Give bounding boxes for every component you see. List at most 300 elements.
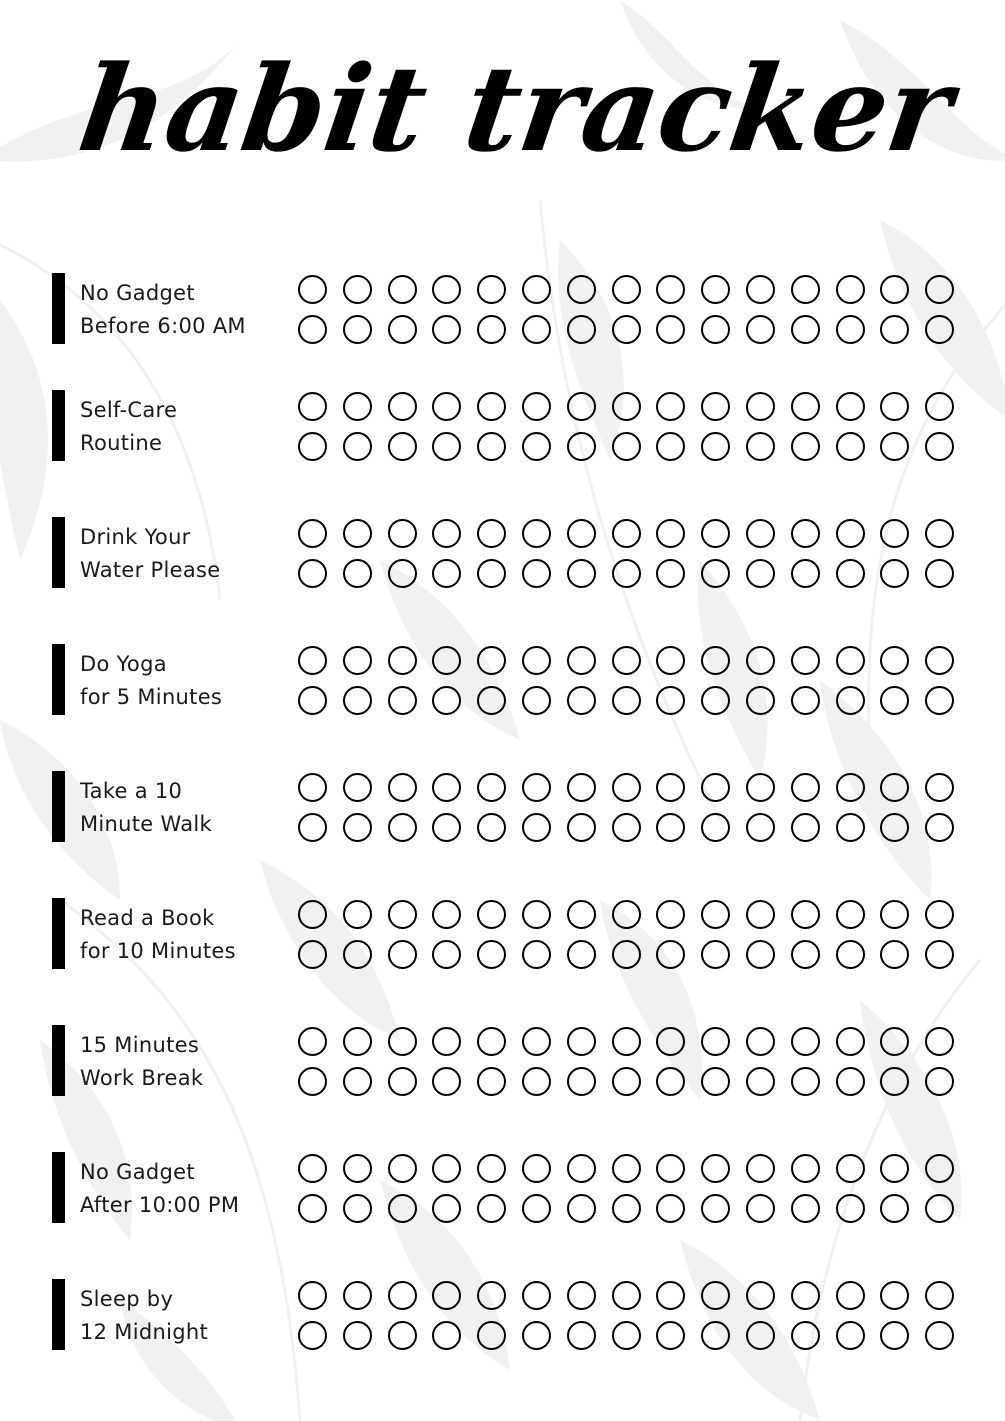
habit-day-checkbox[interactable] [612, 1281, 641, 1310]
habit-day-checkbox[interactable] [656, 900, 685, 929]
habit-day-checkbox[interactable] [701, 646, 730, 675]
habit-day-checkbox[interactable] [567, 432, 596, 461]
habit-day-checkbox[interactable] [477, 940, 506, 969]
habit-day-checkbox[interactable] [432, 900, 461, 929]
habit-day-checkbox[interactable] [836, 940, 865, 969]
habit-day-checkbox[interactable] [880, 275, 909, 304]
habit-day-checkbox[interactable] [567, 559, 596, 588]
habit-day-checkbox[interactable] [656, 559, 685, 588]
habit-day-checkbox[interactable] [612, 940, 641, 969]
habit-day-checkbox[interactable] [656, 646, 685, 675]
habit-day-checkbox[interactable] [925, 1154, 954, 1183]
habit-day-checkbox[interactable] [612, 275, 641, 304]
habit-day-checkbox[interactable] [298, 1154, 327, 1183]
habit-day-checkbox[interactable] [432, 519, 461, 548]
habit-day-checkbox[interactable] [567, 1027, 596, 1056]
habit-day-checkbox[interactable] [522, 773, 551, 802]
habit-row [0, 1152, 1005, 1224]
habit-day-checkbox[interactable] [746, 519, 775, 548]
habit-day-checkbox[interactable] [432, 1067, 461, 1096]
habit-day-checkbox[interactable] [522, 519, 551, 548]
habit-day-checkbox[interactable] [701, 559, 730, 588]
habit-day-checkbox[interactable] [612, 1067, 641, 1096]
habit-day-checkbox[interactable] [477, 773, 506, 802]
habit-day-checkbox[interactable] [656, 773, 685, 802]
habit-checkbox-grid [296, 517, 956, 589]
habit-label-line-2: Work Break [80, 1066, 204, 1090]
habit-day-checkbox[interactable] [880, 315, 909, 344]
habit-day-checkbox[interactable] [836, 315, 865, 344]
habit-day-checkbox[interactable] [925, 432, 954, 461]
habit-row [0, 771, 1005, 843]
habit-day-checkbox[interactable] [701, 900, 730, 929]
habit-day-checkbox[interactable] [522, 900, 551, 929]
habit-day-checkbox[interactable] [925, 1194, 954, 1223]
habit-checkbox-grid [296, 771, 956, 843]
habit-day-checkbox[interactable] [880, 1321, 909, 1350]
habit-day-checkbox[interactable] [477, 813, 506, 842]
habit-day-checkbox[interactable] [612, 686, 641, 715]
habit-day-checkbox[interactable] [701, 519, 730, 548]
page-title-text: habit tracker [71, 39, 961, 178]
habit-day-checkbox[interactable] [746, 773, 775, 802]
habit-day-checkbox[interactable] [567, 392, 596, 421]
habit-day-checkbox[interactable] [656, 519, 685, 548]
habit-day-checkbox[interactable] [388, 900, 417, 929]
habit-day-checkbox[interactable] [925, 940, 954, 969]
habit-day-checkbox[interactable] [836, 392, 865, 421]
habit-day-checkbox[interactable] [432, 275, 461, 304]
habit-day-checkbox[interactable] [746, 940, 775, 969]
habit-day-checkbox[interactable] [477, 559, 506, 588]
habit-day-checkbox[interactable] [567, 1154, 596, 1183]
habit-day-checkbox[interactable] [522, 559, 551, 588]
habit-day-checkbox[interactable] [343, 646, 372, 675]
habit-day-checkbox[interactable] [791, 519, 820, 548]
habit-day-checkbox[interactable] [880, 940, 909, 969]
habit-day-checkbox[interactable] [612, 392, 641, 421]
habit-day-checkbox[interactable] [612, 1194, 641, 1223]
habit-checkbox-grid [296, 1025, 956, 1097]
habit-day-checkbox[interactable] [701, 1154, 730, 1183]
habit-day-checkbox[interactable] [925, 900, 954, 929]
habit-day-checkbox[interactable] [343, 392, 372, 421]
habit-day-checkbox[interactable] [612, 559, 641, 588]
habit-day-checkbox[interactable] [925, 1281, 954, 1310]
habit-day-checkbox[interactable] [567, 1067, 596, 1096]
habit-day-checkbox[interactable] [925, 315, 954, 344]
habit-day-checkbox[interactable] [746, 686, 775, 715]
habit-day-checkbox[interactable] [298, 519, 327, 548]
habit-day-checkbox[interactable] [298, 940, 327, 969]
habit-day-checkbox[interactable] [612, 646, 641, 675]
habit-day-checkbox[interactable] [388, 813, 417, 842]
habit-day-checkbox[interactable] [388, 1067, 417, 1096]
habit-day-checkbox[interactable] [477, 1321, 506, 1350]
habit-day-checkbox[interactable] [567, 1321, 596, 1350]
habit-day-checkbox[interactable] [522, 275, 551, 304]
habit-day-checkbox[interactable] [477, 1194, 506, 1223]
habit-marker-bar [52, 1279, 65, 1350]
habit-day-checkbox[interactable] [925, 813, 954, 842]
habit-day-checkbox[interactable] [567, 1194, 596, 1223]
habit-day-checkbox[interactable] [746, 392, 775, 421]
habit-day-checkbox[interactable] [567, 900, 596, 929]
habit-day-checkbox[interactable] [388, 646, 417, 675]
habit-day-checkbox[interactable] [432, 315, 461, 344]
habit-day-checkbox[interactable] [612, 315, 641, 344]
habit-day-checkbox[interactable] [298, 1067, 327, 1096]
habit-day-checkbox[interactable] [298, 1194, 327, 1223]
habit-day-checkbox[interactable] [432, 813, 461, 842]
habit-day-checkbox[interactable] [656, 1321, 685, 1350]
habit-day-checkbox[interactable] [701, 1321, 730, 1350]
habit-day-checkbox[interactable] [880, 773, 909, 802]
habit-day-checkbox[interactable] [522, 686, 551, 715]
habit-day-checkbox[interactable] [836, 1067, 865, 1096]
habit-label [80, 1156, 290, 1222]
habit-day-checkbox[interactable] [791, 1154, 820, 1183]
habit-day-checkbox[interactable] [746, 813, 775, 842]
habit-day-checkbox[interactable] [298, 686, 327, 715]
habit-day-checkbox[interactable] [836, 900, 865, 929]
habit-day-checkbox[interactable] [791, 1194, 820, 1223]
habit-day-checkbox[interactable] [836, 686, 865, 715]
habit-day-checkbox[interactable] [836, 1154, 865, 1183]
habit-label [80, 648, 290, 714]
habit-label-line-2: Before 6:00 AM [80, 314, 246, 338]
habit-day-checkbox[interactable] [836, 773, 865, 802]
habit-day-checkbox[interactable] [656, 432, 685, 461]
habit-day-checkbox[interactable] [343, 1194, 372, 1223]
habit-day-checkbox[interactable] [612, 1154, 641, 1183]
habit-day-checkbox[interactable] [880, 1281, 909, 1310]
habit-day-checkbox[interactable] [298, 559, 327, 588]
habit-day-checkbox[interactable] [298, 646, 327, 675]
habit-day-checkbox[interactable] [746, 900, 775, 929]
habit-day-checkbox[interactable] [388, 1281, 417, 1310]
habit-day-checkbox[interactable] [388, 686, 417, 715]
habit-day-checkbox[interactable] [343, 686, 372, 715]
habit-day-checkbox[interactable] [298, 900, 327, 929]
habit-label-line-2: Minute Walk [80, 812, 212, 836]
habit-day-checkbox[interactable] [880, 1027, 909, 1056]
habit-day-checkbox[interactable] [791, 940, 820, 969]
habit-day-checkbox[interactable] [612, 432, 641, 461]
habit-day-checkbox[interactable] [925, 1027, 954, 1056]
habit-day-checkbox[interactable] [343, 432, 372, 461]
habit-day-checkbox[interactable] [612, 1027, 641, 1056]
habit-day-checkbox[interactable] [925, 1067, 954, 1096]
habit-checkbox-grid [296, 390, 956, 462]
habit-day-checkbox[interactable] [791, 392, 820, 421]
habit-day-checkbox[interactable] [343, 1281, 372, 1310]
habit-day-checkbox[interactable] [880, 559, 909, 588]
habit-day-checkbox[interactable] [567, 813, 596, 842]
habit-row [0, 390, 1005, 462]
habit-checkbox-grid [296, 644, 956, 716]
habit-day-checkbox[interactable] [522, 315, 551, 344]
habit-day-checkbox[interactable] [791, 646, 820, 675]
habit-day-checkbox[interactable] [522, 813, 551, 842]
habit-day-checkbox[interactable] [791, 1027, 820, 1056]
habit-day-checkbox[interactable] [567, 275, 596, 304]
habit-label-line-1: No Gadget [80, 281, 195, 305]
habit-day-checkbox[interactable] [701, 392, 730, 421]
habit-day-checkbox[interactable] [836, 1321, 865, 1350]
habit-day-checkbox[interactable] [656, 813, 685, 842]
habit-day-checkbox[interactable] [925, 392, 954, 421]
habit-marker-bar [52, 390, 65, 461]
habit-day-checkbox[interactable] [567, 773, 596, 802]
habit-day-checkbox[interactable] [388, 519, 417, 548]
habit-day-checkbox[interactable] [836, 646, 865, 675]
habit-day-checkbox[interactable] [791, 686, 820, 715]
habit-day-checkbox[interactable] [298, 773, 327, 802]
habit-day-checkbox[interactable] [388, 1194, 417, 1223]
habit-day-checkbox[interactable] [432, 686, 461, 715]
habit-day-checkbox[interactable] [836, 519, 865, 548]
habit-day-checkbox[interactable] [343, 773, 372, 802]
habit-day-checkbox[interactable] [343, 1067, 372, 1096]
habit-day-checkbox[interactable] [656, 1194, 685, 1223]
habit-day-checkbox[interactable] [522, 1321, 551, 1350]
habit-day-checkbox[interactable] [836, 1027, 865, 1056]
habit-day-checkbox[interactable] [567, 646, 596, 675]
habit-marker-bar [52, 898, 65, 969]
habit-day-checkbox[interactable] [791, 1281, 820, 1310]
habit-day-checkbox[interactable] [656, 940, 685, 969]
habit-day-checkbox[interactable] [477, 646, 506, 675]
habit-day-checkbox[interactable] [880, 1194, 909, 1223]
habit-day-checkbox[interactable] [477, 1067, 506, 1096]
habit-day-checkbox[interactable] [656, 1281, 685, 1310]
habit-day-checkbox[interactable] [880, 392, 909, 421]
habit-day-checkbox[interactable] [432, 1194, 461, 1223]
habit-day-checkbox[interactable] [925, 646, 954, 675]
habit-day-checkbox[interactable] [298, 315, 327, 344]
habit-day-checkbox[interactable] [746, 646, 775, 675]
habit-day-checkbox[interactable] [701, 1027, 730, 1056]
habit-day-checkbox[interactable] [522, 1194, 551, 1223]
habit-day-checkbox[interactable] [836, 1194, 865, 1223]
habit-day-checkbox[interactable] [522, 940, 551, 969]
habit-day-checkbox[interactable] [925, 519, 954, 548]
habit-day-checkbox[interactable] [388, 432, 417, 461]
habit-day-checkbox[interactable] [343, 315, 372, 344]
habit-day-checkbox[interactable] [791, 559, 820, 588]
habit-day-checkbox[interactable] [746, 432, 775, 461]
habit-label-line-1: No Gadget [80, 1160, 195, 1184]
habit-day-checkbox[interactable] [880, 686, 909, 715]
habit-day-checkbox[interactable] [791, 315, 820, 344]
habit-day-checkbox[interactable] [432, 646, 461, 675]
habit-day-checkbox[interactable] [746, 559, 775, 588]
habit-day-checkbox[interactable] [343, 940, 372, 969]
habit-day-checkbox[interactable] [432, 559, 461, 588]
habit-day-checkbox[interactable] [343, 275, 372, 304]
habit-day-checkbox[interactable] [388, 773, 417, 802]
habit-day-checkbox[interactable] [567, 315, 596, 344]
habit-day-checkbox[interactable] [791, 432, 820, 461]
habit-day-checkbox[interactable] [522, 432, 551, 461]
habit-day-checkbox[interactable] [432, 773, 461, 802]
habit-day-checkbox[interactable] [746, 1194, 775, 1223]
habit-day-checkbox[interactable] [522, 1067, 551, 1096]
habit-day-checkbox[interactable] [791, 773, 820, 802]
habit-day-checkbox[interactable] [656, 1027, 685, 1056]
habit-day-checkbox[interactable] [746, 1281, 775, 1310]
habit-marker-bar [52, 1152, 65, 1223]
habit-checkbox-grid [296, 898, 956, 970]
habit-day-checkbox[interactable] [477, 1154, 506, 1183]
habit-day-checkbox[interactable] [701, 940, 730, 969]
habit-day-checkbox[interactable] [746, 1027, 775, 1056]
habit-day-checkbox[interactable] [432, 1321, 461, 1350]
habit-day-checkbox[interactable] [388, 1154, 417, 1183]
habit-day-checkbox[interactable] [701, 315, 730, 344]
habit-day-checkbox[interactable] [880, 900, 909, 929]
habit-day-checkbox[interactable] [298, 813, 327, 842]
habit-label-line-1: Sleep by [80, 1287, 174, 1311]
habit-marker-bar [52, 273, 65, 344]
habit-day-checkbox[interactable] [343, 1027, 372, 1056]
habit-day-checkbox[interactable] [522, 1027, 551, 1056]
habit-label-line-2: 12 Midnight [80, 1320, 208, 1344]
habit-day-checkbox[interactable] [298, 392, 327, 421]
habit-day-checkbox[interactable] [477, 432, 506, 461]
habit-day-checkbox[interactable] [388, 559, 417, 588]
habit-day-checkbox[interactable] [432, 432, 461, 461]
habit-day-checkbox[interactable] [880, 1067, 909, 1096]
habit-label-line-1: Take a 10 [80, 779, 183, 803]
habit-day-checkbox[interactable] [477, 392, 506, 421]
habit-day-checkbox[interactable] [701, 1281, 730, 1310]
habit-day-checkbox[interactable] [343, 813, 372, 842]
habit-day-checkbox[interactable] [701, 1067, 730, 1096]
habit-day-checkbox[interactable] [746, 275, 775, 304]
habit-day-checkbox[interactable] [477, 315, 506, 344]
habit-day-checkbox[interactable] [701, 686, 730, 715]
habit-day-checkbox[interactable] [343, 559, 372, 588]
habit-day-checkbox[interactable] [791, 1321, 820, 1350]
habit-day-checkbox[interactable] [836, 432, 865, 461]
habit-day-checkbox[interactable] [656, 392, 685, 421]
habit-row [0, 898, 1005, 970]
habit-day-checkbox[interactable] [298, 275, 327, 304]
habit-label-line-2: After 10:00 PM [80, 1193, 240, 1217]
habit-day-checkbox[interactable] [880, 1154, 909, 1183]
habit-day-checkbox[interactable] [612, 519, 641, 548]
habit-day-checkbox[interactable] [701, 432, 730, 461]
habit-day-checkbox[interactable] [791, 813, 820, 842]
habit-day-checkbox[interactable] [388, 275, 417, 304]
habit-day-checkbox[interactable] [925, 686, 954, 715]
habit-day-checkbox[interactable] [656, 315, 685, 344]
habit-day-checkbox[interactable] [432, 392, 461, 421]
habit-day-checkbox[interactable] [746, 1154, 775, 1183]
habit-day-checkbox[interactable] [746, 1067, 775, 1096]
habit-day-checkbox[interactable] [388, 940, 417, 969]
habit-day-checkbox[interactable] [746, 315, 775, 344]
habit-day-checkbox[interactable] [880, 519, 909, 548]
habit-row [0, 644, 1005, 716]
habit-day-checkbox[interactable] [701, 813, 730, 842]
habit-day-checkbox[interactable] [925, 1321, 954, 1350]
habit-day-checkbox[interactable] [388, 315, 417, 344]
habit-day-checkbox[interactable] [880, 813, 909, 842]
habit-day-checkbox[interactable] [522, 646, 551, 675]
habit-day-checkbox[interactable] [656, 1067, 685, 1096]
habit-day-checkbox[interactable] [432, 1027, 461, 1056]
habit-day-checkbox[interactable] [298, 1027, 327, 1056]
habit-day-checkbox[interactable] [522, 392, 551, 421]
habit-day-checkbox[interactable] [567, 519, 596, 548]
habit-day-checkbox[interactable] [567, 940, 596, 969]
habit-day-checkbox[interactable] [567, 686, 596, 715]
habit-day-checkbox[interactable] [343, 1321, 372, 1350]
habit-day-checkbox[interactable] [477, 1281, 506, 1310]
habit-day-checkbox[interactable] [925, 275, 954, 304]
habit-day-checkbox[interactable] [791, 275, 820, 304]
habit-day-checkbox[interactable] [791, 1067, 820, 1096]
habit-day-checkbox[interactable] [612, 773, 641, 802]
habit-day-checkbox[interactable] [522, 1154, 551, 1183]
habit-day-checkbox[interactable] [656, 686, 685, 715]
habit-label-line-1: Do Yoga [80, 652, 167, 676]
habit-day-checkbox[interactable] [836, 1281, 865, 1310]
habit-day-checkbox[interactable] [432, 940, 461, 969]
habit-day-checkbox[interactable] [477, 275, 506, 304]
habit-day-checkbox[interactable] [298, 432, 327, 461]
habit-day-checkbox[interactable] [343, 519, 372, 548]
habit-day-checkbox[interactable] [343, 1154, 372, 1183]
habit-day-checkbox[interactable] [612, 813, 641, 842]
habit-day-checkbox[interactable] [388, 392, 417, 421]
habit-day-checkbox[interactable] [656, 275, 685, 304]
habit-day-checkbox[interactable] [746, 1321, 775, 1350]
habit-day-checkbox[interactable] [701, 1194, 730, 1223]
habit-label-line-2: Water Please [80, 558, 221, 582]
habit-day-checkbox[interactable] [925, 773, 954, 802]
habit-day-checkbox[interactable] [880, 646, 909, 675]
habit-day-checkbox[interactable] [612, 900, 641, 929]
habit-day-checkbox[interactable] [701, 275, 730, 304]
habit-day-checkbox[interactable] [791, 900, 820, 929]
habit-day-checkbox[interactable] [298, 1321, 327, 1350]
habit-day-checkbox[interactable] [522, 1281, 551, 1310]
habit-day-checkbox[interactable] [298, 1281, 327, 1310]
habit-day-checkbox[interactable] [477, 1027, 506, 1056]
habit-day-checkbox[interactable] [432, 1281, 461, 1310]
habit-day-checkbox[interactable] [880, 432, 909, 461]
habit-day-checkbox[interactable] [836, 559, 865, 588]
habit-day-checkbox[interactable] [836, 275, 865, 304]
habit-day-checkbox[interactable] [656, 1154, 685, 1183]
habit-day-checkbox[interactable] [432, 1154, 461, 1183]
habit-day-checkbox[interactable] [388, 1027, 417, 1056]
habit-day-checkbox[interactable] [477, 900, 506, 929]
habit-day-checkbox[interactable] [925, 559, 954, 588]
habit-day-checkbox[interactable] [836, 813, 865, 842]
habit-day-checkbox[interactable] [477, 686, 506, 715]
habit-day-checkbox[interactable] [477, 519, 506, 548]
habit-day-checkbox[interactable] [567, 1281, 596, 1310]
habit-day-checkbox[interactable] [343, 900, 372, 929]
habit-day-checkbox[interactable] [388, 1321, 417, 1350]
habit-day-checkbox[interactable] [612, 1321, 641, 1350]
habit-day-checkbox[interactable] [701, 773, 730, 802]
